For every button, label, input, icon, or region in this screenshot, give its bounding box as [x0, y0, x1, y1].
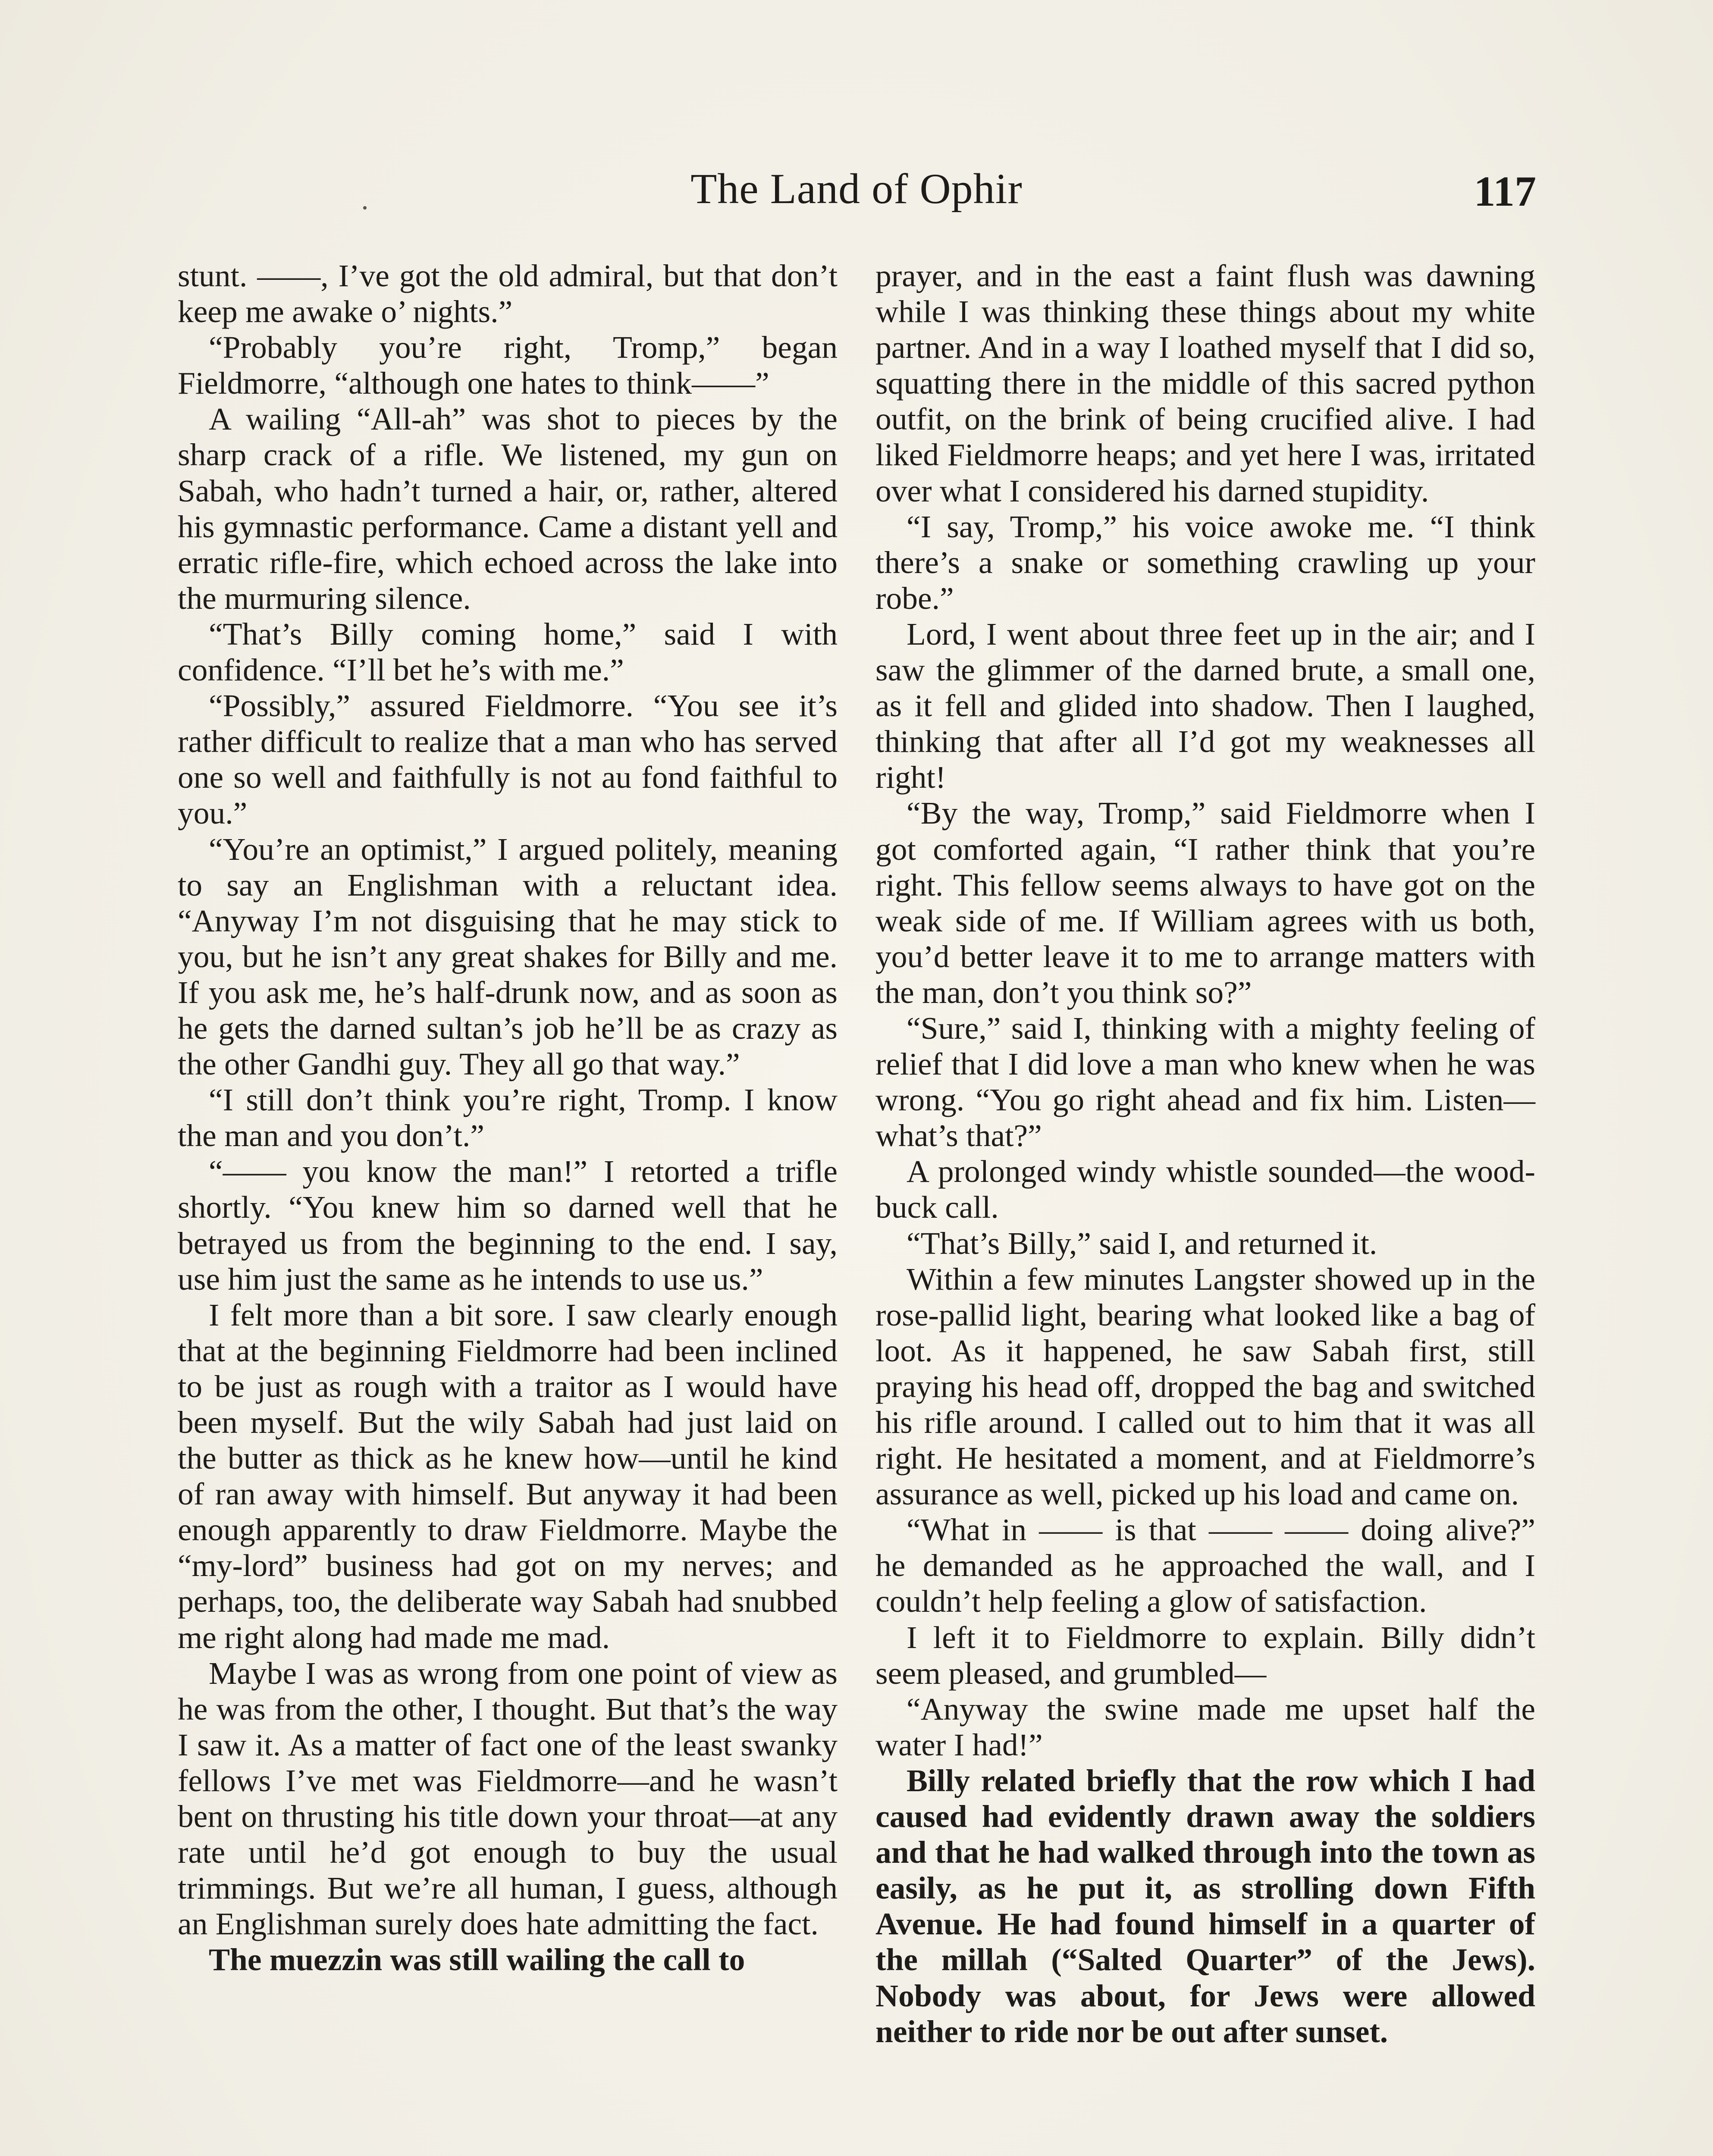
paragraph: The muezzin was still wailing the call to — [209, 1942, 745, 1977]
paragraph: stunt. ——, I’ve got the old admiral, but that don’t keep me awake o’ nights.” — [178, 258, 838, 329]
paragraph: “—— you know the man!” I retorted a trifle shortly. “You knew him so darned well that he betrayed us from the beginning to the end. I say, use him just the same as he intends to use us.” — [178, 1154, 838, 1297]
text-column-left — [178, 258, 838, 1978]
paragraph: I felt more than a bit sore. I saw clearly enough that at the beginning Fieldmorre had been inclined to be just as rough with a traitor as I would have been myself. But the wily Sabah had just laid on the butter as thick as he knew how—until he kind of ran away with himself. But anyway it had been enough apparently to draw Fieldmorre. Maybe the “my-lord” business had got on my nerves; and perhaps, too, the deliberate way Sabah had snubbed me right along had made me mad. — [178, 1297, 838, 1655]
paragraph: “That’s Billy,” said I, and returned it. — [907, 1225, 1377, 1261]
paragraph: Lord, I went about three feet up in the air; and I saw the glimmer of the darned brute, a small one, as it fell and glided into shadow. Then I laughed, thinking that after all I’d got my weaknesses all right! — [875, 616, 1535, 795]
paragraph: “Anyway the swine made me upset half the water I had!” — [875, 1691, 1535, 1762]
paragraph: A prolonged windy whistle sounded—the wood-buck call. — [875, 1154, 1535, 1225]
paragraph: “Possibly,” assured Fieldmorre. “You see it’s rather difficult to realize that a man who has served one so well and faithfully is not au fond faithful to you.” — [178, 688, 838, 831]
paragraph: I left it to Fieldmorre to explain. Billy didn’t seem pleased, and grumbled— — [875, 1620, 1535, 1691]
paragraph: “Sure,” said I, thinking with a mighty feeling of relief that I did love a man who knew when he was wrong. “You go right ahead and fix him. Listen—what’s that?” — [875, 1010, 1535, 1153]
paragraph: prayer, and in the east a faint flush was dawning while I was thinking these things about my white partner. And in a way I loathed myself that I did so, squatting there in the middle of this sacred python outfit, on the brink of being crucified alive. I had liked Fieldmorre heaps; and yet here I was, irritated over what I considered his darned stupidity. — [875, 258, 1535, 508]
paragraph: “Probably you’re right, Tromp,” began Fieldmorre, “although one hates to think——” — [178, 330, 838, 401]
paragraph: “That’s Billy coming home,” said I with confidence. “I’ll bet he’s with me.” — [178, 616, 838, 688]
paragraph: “By the way, Tromp,” said Fieldmorre when I got comforted again, “I rather think that you’re right. This fellow seems always to have got on the weak side of me. If William agrees with us both, you’d better leave it to me to arrange matters with the man, don’t you think so?” — [875, 796, 1535, 1010]
paragraph: Within a few minutes Langster showed up in the rose-pallid light, bearing what looked like a bag of loot. As it happened, he saw Sabah first, still praying his head off, dropped the bag and switched his rifle around. I called out to him that it was all right. He hesitated a moment, and at Fieldmorre’s assurance as well, picked up his load and came on. — [875, 1261, 1535, 1512]
paragraph: A wailing “All-ah” was shot to pieces by the sharp crack of a rifle. We listened, my gun on Sabah, who hadn’t turned a hair, or, rather, altered his gymnastic performance. Came a distant yell and erratic rifle-fire, which echoed across the lake into the murmuring silence. — [178, 401, 838, 616]
paragraph: “You’re an optimist,” I argued politely, meaning to say an Englishman with a reluctant idea. “Anyway I’m not disguising that he may stick to you, but he isn’t any great shakes for Billy and me. If you ask me, he’s half-drunk now, and as soon as he gets the darned sultan’s job he’ll be as crazy as the other Gandhi guy. They all go that way.” — [178, 831, 838, 1082]
page-number: 117 — [1474, 167, 1536, 215]
paragraph: Billy related briefly that the row which I had caused had evidently drawn away the soldiers and that he had walked through into the town as easily, as he put it, as strolling down Fifth Avenue. He had found himself in a quarter of the millah (“Salted Quarter” of the Jews). Nobody was about, for Jews were allowed neither to ride nor be out after sunset. — [875, 1763, 1535, 2049]
paragraph: Maybe I was as wrong from one point of view as he was from the other, I thought. But that’s the way I saw it. As a matter of fact one of the least swanky fellows I’ve met was Fieldmorre—and he wasn’t bent on thrusting his title down your throat—at any rate until he’d got enough to buy the usual trimmings. But we’re all human, I guess, although an Englishman surely does hate admitting the fact. — [178, 1655, 838, 1942]
paragraph: “What in —— is that —— —— doing alive?” he demanded as he approached the wall, and I couldn’t help feeling a glow of satisfaction. — [875, 1512, 1535, 1619]
paragraph: “I still don’t think you’re right, Tromp. I know the man and you don’t.” — [178, 1082, 838, 1153]
text-column-right — [875, 258, 1535, 2049]
running-title: The Land of Ophir — [690, 165, 1023, 213]
paragraph: “I say, Tromp,” his voice awoke me. “I think there’s a snake or something crawling up your robe.” — [875, 509, 1535, 616]
